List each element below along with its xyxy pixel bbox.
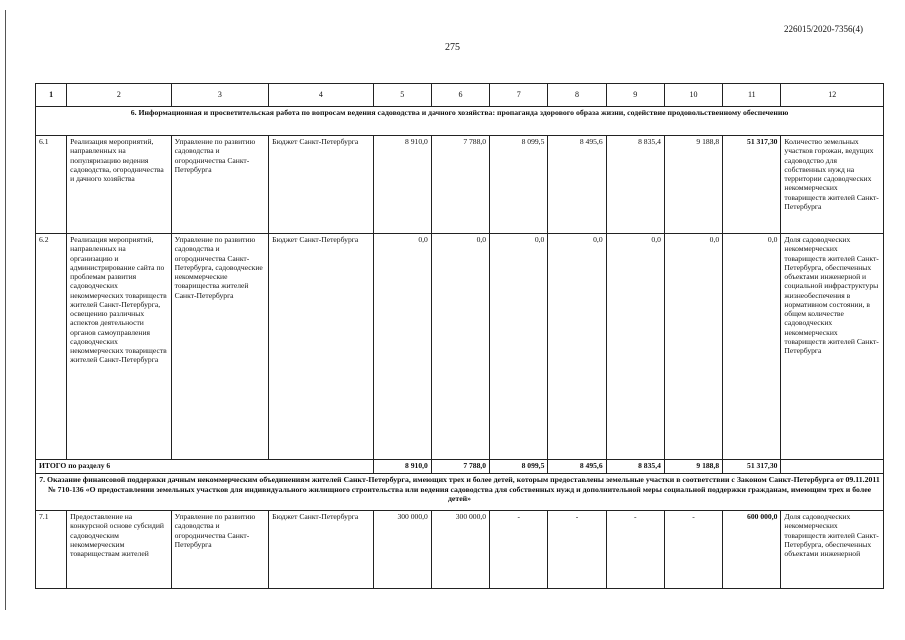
col-header: 6 xyxy=(431,84,489,107)
program-activities-table xyxy=(35,83,884,589)
value-cell: 0,0 xyxy=(664,234,722,460)
document-number: 226015/2020-7356(4) xyxy=(784,24,863,34)
executor: Управление по развитию садоводства и огородничества Санкт-Петербурга xyxy=(171,511,268,589)
value-cell: - xyxy=(490,511,548,589)
section-6-title: 6. Информационная и просветительская работа по вопросам ведения садоводства и дачного хозяйства: пропаганда здорового образа жизни, содействие продовольственному обеспечению xyxy=(36,107,884,136)
executor: Управление по развитию садоводства и огородничества Санкт-Петербурга xyxy=(171,136,268,234)
section-6-total-row xyxy=(36,460,884,474)
value-cell: 0,0 xyxy=(373,234,431,460)
value-cell: 8 495,6 xyxy=(548,136,606,234)
activity-name: Реализация мероприятий, направленных на организацию и администрирование сайта по проблемам развития садоводческих некоммерческих товариществ жителей Санкт-Петербурга, освещению различных аспектов деятельности органов самоуправления садоводческих некоммерческих товариществ жителей Санкт-Петербурга xyxy=(67,234,171,460)
table-row xyxy=(36,511,884,589)
total-cell: 51 317,30 xyxy=(723,460,781,474)
value-cell: 300 000,0 xyxy=(431,511,489,589)
total-cell: 8 099,5 xyxy=(490,460,548,474)
total-cell: 8 495,6 xyxy=(548,460,606,474)
funding-source: Бюджет Санкт-Петербурга xyxy=(269,136,373,234)
value-cell: 300 000,0 xyxy=(373,511,431,589)
funding-source: Бюджет Санкт-Петербурга xyxy=(269,511,373,589)
value-cell: 8 099,5 xyxy=(490,136,548,234)
row-number: 6.1 xyxy=(36,136,67,234)
table-row xyxy=(36,234,884,460)
activity-name: Реализация мероприятий, направленных на популяризацию ведения садоводства, огородничества и дачного хозяйства xyxy=(67,136,171,234)
col-header: 9 xyxy=(606,84,664,107)
section-7-title: 7. Оказание финансовой поддержки дачным некоммерческим объединениям жителей Санкт-Петербурга, имеющих трех и более детей, которым предоставлены земельные участки в соответствии с Законом Санкт-Петербурга от 09.11.2011 № 710-136 «О предоставлении земельных участков для индивидуального жилищного строительства или ведения садоводства для собственных нужд и дополнительной меры социальной поддержки гражданам, имеющим трех и более детей» xyxy=(36,474,884,511)
page-number: 275 xyxy=(445,42,460,53)
indicator: Доля садоводческих некоммерческих товариществ жителей Санкт-Петербурга, обеспеченных объектами инженерной xyxy=(781,511,884,589)
value-cell: - xyxy=(664,511,722,589)
col-header: 12 xyxy=(781,84,884,107)
row-number: 6.2 xyxy=(36,234,67,460)
total-value-cell: 51 317,30 xyxy=(723,136,781,234)
value-cell: - xyxy=(548,511,606,589)
section-7-heading-row xyxy=(36,474,884,511)
total-value-cell: 0,0 xyxy=(723,234,781,460)
empty-cell xyxy=(781,460,884,474)
row-number: 7.1 xyxy=(36,511,67,589)
table-row xyxy=(36,136,884,234)
activity-name: Предоставление на конкурсной основе субсидий садоводческим некоммерческим товариществам жителей xyxy=(67,511,171,589)
indicator: Количество земельных участков горожан, ведущих садоводство для собственных нужд на территории садоводческих некоммерческих товариществ жителей Санкт-Петербурга xyxy=(781,136,884,234)
value-cell: 7 788,0 xyxy=(431,136,489,234)
total-cell: 8 910,0 xyxy=(373,460,431,474)
section-6-heading-row xyxy=(36,107,884,136)
value-cell: - xyxy=(606,511,664,589)
value-cell: 0,0 xyxy=(431,234,489,460)
value-cell: 8 835,4 xyxy=(606,136,664,234)
value-cell: 0,0 xyxy=(606,234,664,460)
col-header: 3 xyxy=(171,84,268,107)
total-label: ИТОГО по разделу 6 xyxy=(36,460,374,474)
total-cell: 9 188,8 xyxy=(664,460,722,474)
indicator: Доля садоводческих некоммерческих товариществ жителей Санкт-Петербурга, обеспеченных объектами инженерной и социальной инфраструктуры жизнеобеспечения в нормативном состоянии, в общем количестве садоводческих некоммерческих товариществ жителей Санкт-Петербурга xyxy=(781,234,884,460)
col-header: 7 xyxy=(490,84,548,107)
funding-source: Бюджет Санкт-Петербурга xyxy=(269,234,373,460)
col-header: 5 xyxy=(373,84,431,107)
value-cell: 9 188,8 xyxy=(664,136,722,234)
col-header: 10 xyxy=(664,84,722,107)
value-cell: 8 910,0 xyxy=(373,136,431,234)
total-value-cell: 600 000,0 xyxy=(723,511,781,589)
binding-margin-line xyxy=(5,10,6,610)
col-header: 11 xyxy=(723,84,781,107)
col-header: 2 xyxy=(67,84,171,107)
col-header: 4 xyxy=(269,84,373,107)
total-cell: 7 788,0 xyxy=(431,460,489,474)
col-header: 1 xyxy=(36,84,67,107)
executor: Управление по развитию садоводства и огородничества Санкт-Петербурга, садоводческие некоммерческие товарищества жителей Санкт-Петербурга xyxy=(171,234,268,460)
value-cell: 0,0 xyxy=(548,234,606,460)
total-cell: 8 835,4 xyxy=(606,460,664,474)
header-row xyxy=(36,84,884,107)
value-cell: 0,0 xyxy=(490,234,548,460)
col-header: 8 xyxy=(548,84,606,107)
